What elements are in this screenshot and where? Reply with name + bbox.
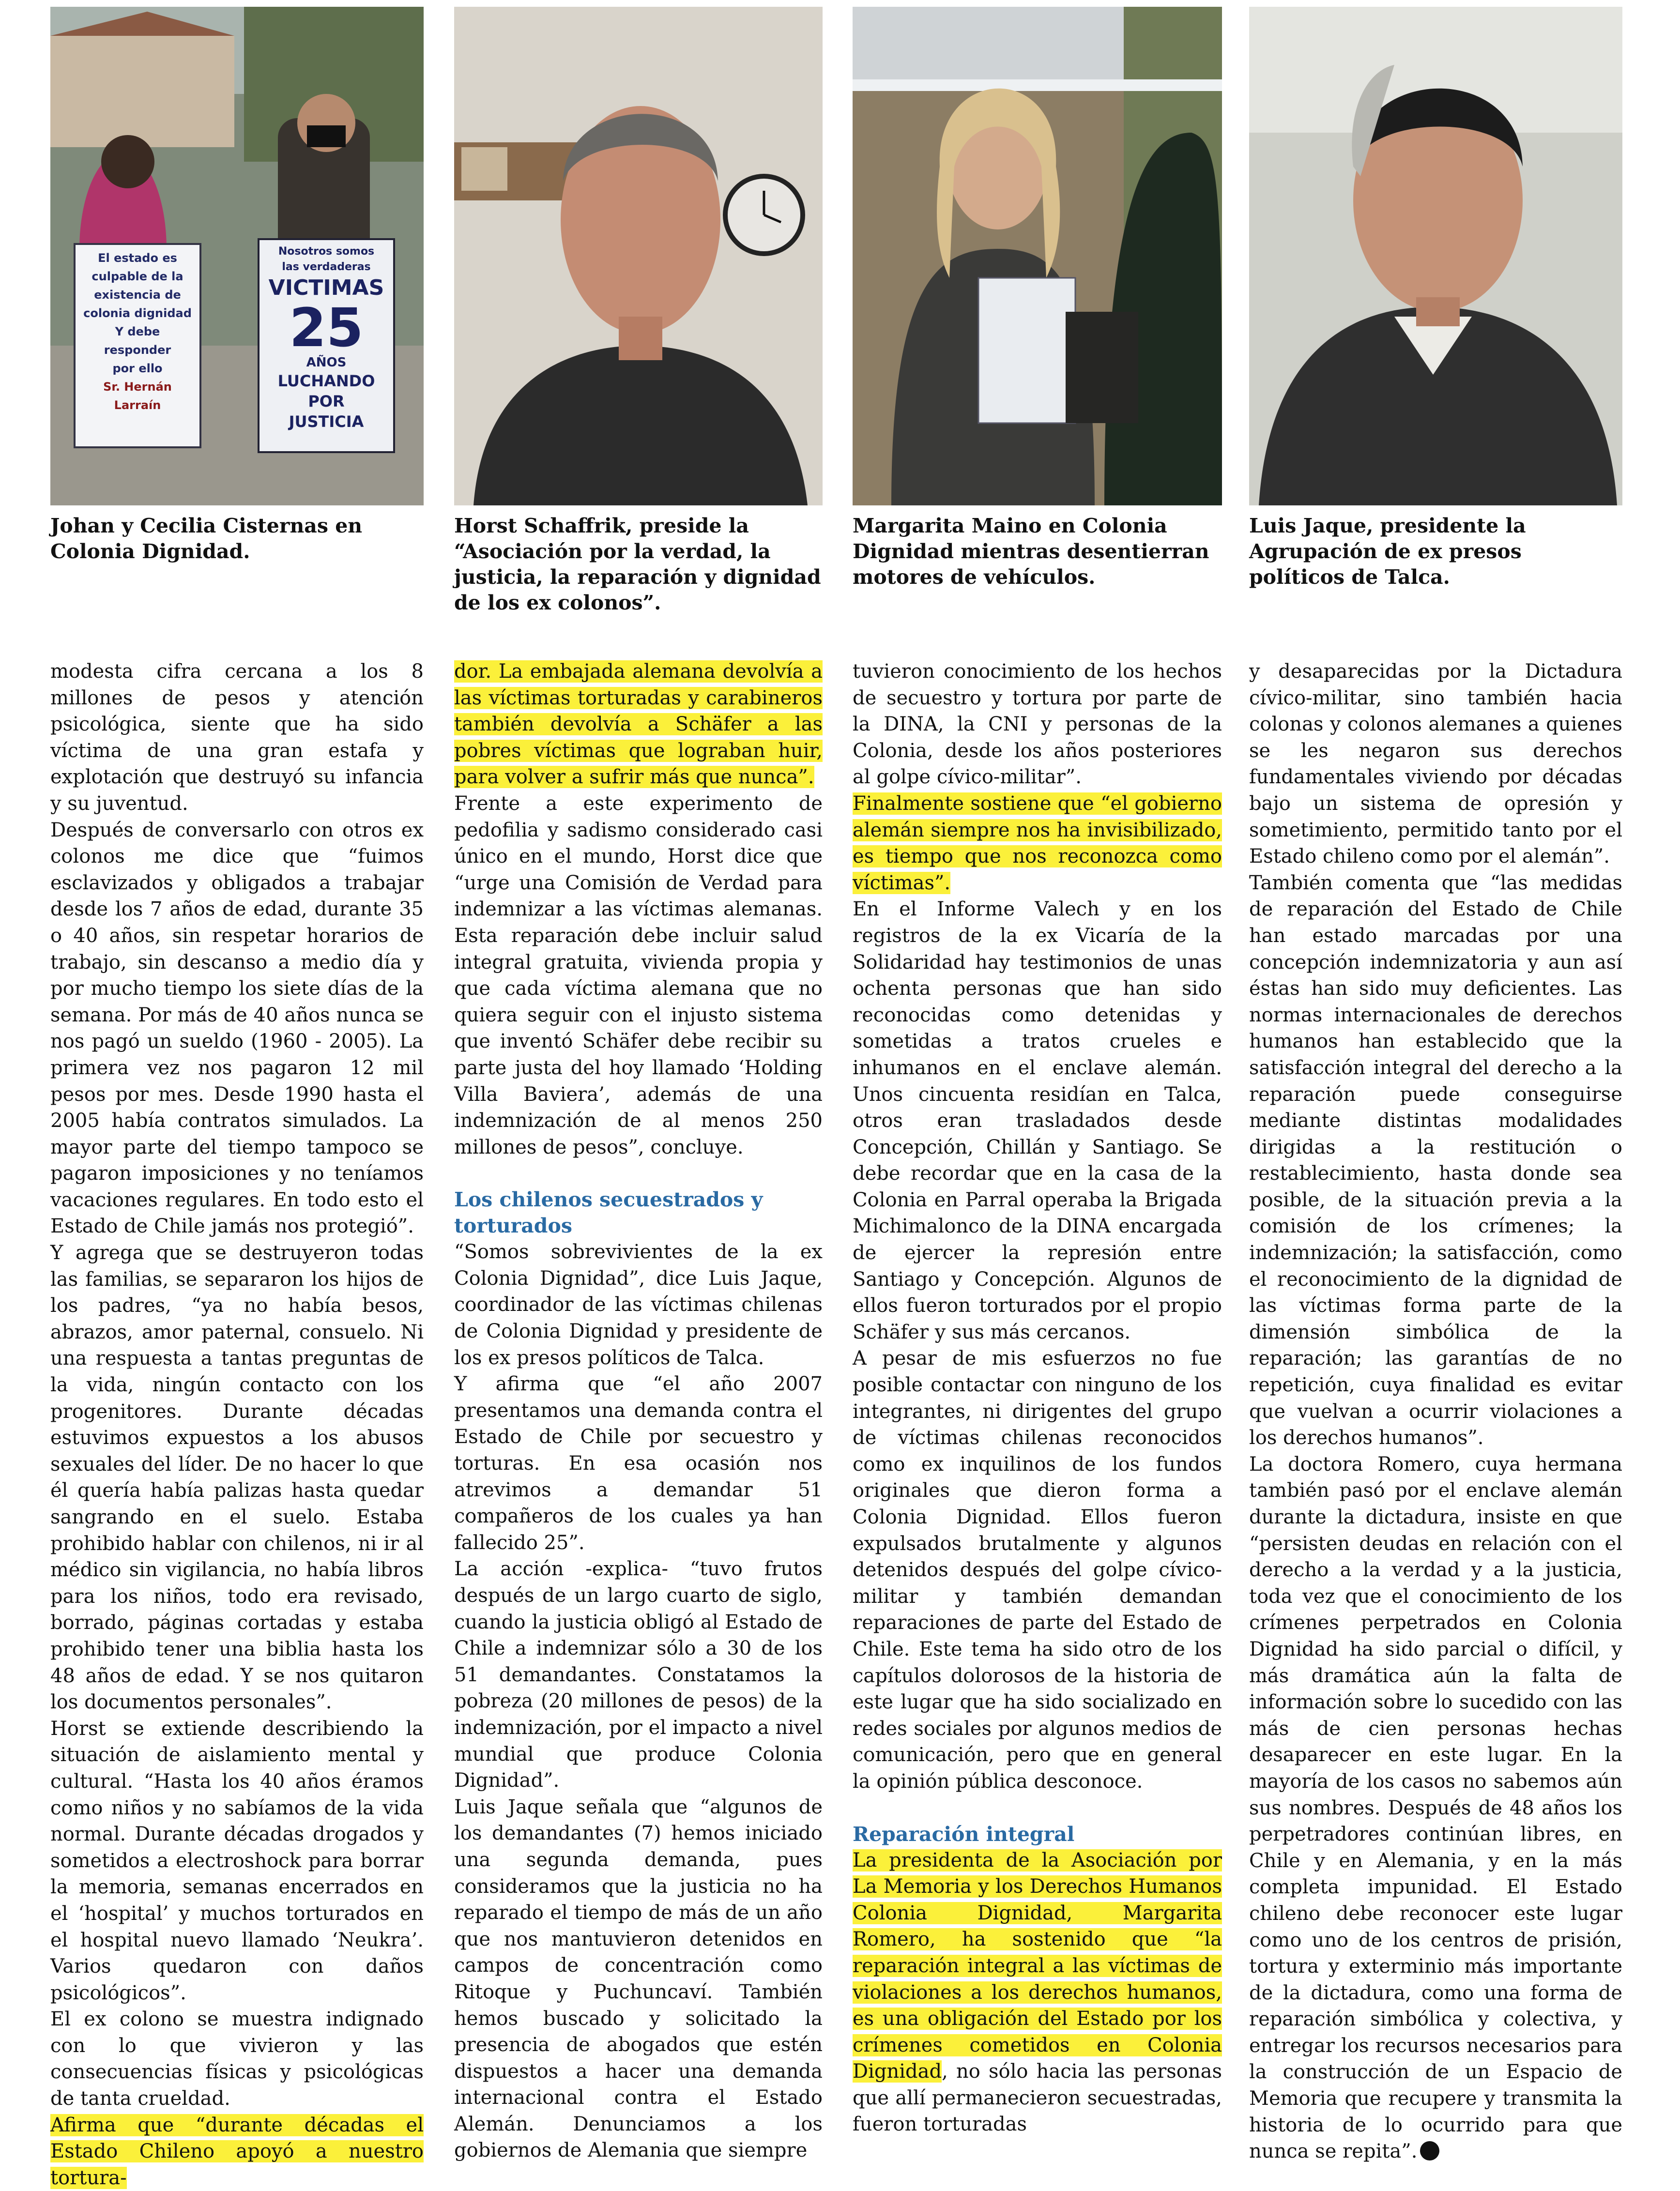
photo-maino-image — [853, 7, 1222, 505]
sign-left-line: Y debe — [115, 325, 160, 338]
paragraph: y desaparecidas por la Dictadura cívico-militar, sino también hacia colonas y colonos alemanes a quienes se les negaron sus derechos fundamentales viviendo por décadas bajo un sistema de opresión y sometimiento, permitido tanto por el Estado chileno como por el alemán”. — [1249, 660, 1622, 868]
sign-right — [261, 244, 391, 432]
paragraph-highlighted — [50, 2112, 424, 2191]
sign-right-line: Nosotros somos — [278, 245, 375, 258]
photo-schaffrik-image — [454, 7, 823, 505]
paragraph: Frente a este experimento de pedofilia y sadismo considerado casi único en el mundo, Horst dice que “urge una Comisión de Verdad para indemnizar a las víctimas alemanas. Esta reparación debe incluir salud integral gratuita, vivienda propia y que cada víctima alemana que no quiera seguir con el injusto sistema que inventó Schäfer debe recibir su parte justa del hoy llamado ‘Holding Villa Baviera’, además de una indemnización de al menos 250 millones de pesos”, concluye. — [454, 792, 823, 1158]
paragraph: En el Informe Valech y en los registros de la ex Vicaría de la Solidaridad hay testimonios de unas ochenta personas que han sido reconocidas como detenidas y sometidas a tratos crueles e inhumanos en el enclave alemán. Unos cincuenta residían en Talca, otros eran trasladados desde Concepción, Chillán y Santiago. Se debe recordar que en la casa de la Colonia en Parral operaba la Brigada Michimalonco de la DINA encargada de ejercer la represión entre Santiago y Concepción. Algunos de ellos fueron torturados por el propio Schäfer y sus más cercanos. — [853, 898, 1222, 1343]
sign-right-line: 25 — [289, 297, 364, 359]
highlight: La presidenta de la Asociación por La Memoria y los Derechos Humanos Colonia Dignidad, Margarita Romero, ha sostenido que “la reparación integral a las víctimas de violaciones a los derechos humanos, es una obligación del Estado por los crímenes cometidos en Colonia Dignidad — [853, 1849, 1222, 2083]
caption-photo-2: Horst Schaffrik, preside la “Asociación por la verdad, la justicia, la reparación y dignidad de los ex colonos”. — [454, 514, 821, 614]
caption-photo-1: Johan y Cecilia Cisternas en Colonia Dignidad. — [50, 514, 363, 563]
highlight: Finalmente sostiene que “el gobierno alemán siempre nos ha invisibilizado, es tiempo que nos reconozca como víctimas”. — [853, 792, 1222, 894]
caption-photo-4: Luis Jaque, presidente la Agrupación de ex presos políticos de Talca. — [1249, 514, 1526, 589]
paragraph-tail: , no sólo hacia las personas que allí permanecieron secuestradas, fueron torturadas — [853, 2060, 1222, 2136]
section-heading: Reparación integral — [853, 1822, 1075, 1846]
article-column-1 — [50, 658, 424, 2191]
article-column-3 — [853, 658, 1222, 2138]
sign-right-line: POR — [308, 392, 345, 411]
paragraph: tuvieron conocimiento de los hechos de secuestro y tortura por parte de la DINA, la CNI y personas de la Colonia, desde los años posteriores al golpe cívico-militar”. — [853, 660, 1222, 789]
paragraph: La acción -explica- “tuvo frutos después de un largo cuarto de siglo, cuando la justicia obligó al Estado de Chile a indemnizar sólo a 30 de los 51 demandantes. Constatamos la pobreza (20 millones de pesos) de la indemnización, por el impacto a nivel mundial que produce Colonia Dignidad”. — [454, 1558, 823, 1792]
photo-schaffrik — [454, 7, 823, 505]
paragraph: También comenta que “las medidas de reparación del Estado de Chile han estado marcadas por una concepción indemnizatoria y aun así éstas han sido muy deficientes. Las normas internacionales de derechos humanos han establecido que la satisfacción integral del derecho a la reparación puede conseguirse mediante distintas modalidades dirigidas a la restitución o restablecimiento, hasta donde sea posible, de la situación previa a la comisión de los crímenes; la indemnización; la satisfacción, como el reconocimiento de la dignidad de las víctimas forma parte de la dimensión simbólica de la reparación; las garantías de no repetición, cuya finalidad es evitar que vuelvan a ocurrir violaciones a los derechos humanos”. — [1249, 871, 1622, 1449]
sign-left-line: Sr. Hernán Larraín — [103, 380, 172, 412]
sign-right-line: AÑOS — [306, 355, 347, 370]
article-column-2 — [454, 658, 823, 2164]
paragraph-final — [1249, 1451, 1622, 2165]
paragraph-highlighted — [454, 658, 823, 791]
paragraph: Después de conversarlo con otros ex colonos me dice que “fuimos esclavizados y obligados a trabajar desde los 7 años de edad, durante 35 o 40 años, sin respetar horarios de trabajo, sin descanso a medio día y por mucho tiempo los siete días de la semana. Por más de 40 años nunca se nos pagó un sueldo (1960 - 2005). La primera vez nos pagaron 12 mil pesos por mes. Desde 1990 hasta el 2005 había contratos simulados. La mayor parte del tiempo tampoco se pagaron imposiciones y no teníamos vacaciones regulares. En todo esto el Estado de Chile jamás nos protegió”. — [50, 819, 424, 1238]
article-column-4 — [1249, 658, 1622, 2165]
paragraph: Y afirma que “el año 2007 presentamos una demanda contra el Estado de Chile por secuestro y torturas. En esa ocasión nos atrevimos a demandar 51 compañeros de los cuales ya han fallecido 25”. — [454, 1373, 823, 1554]
photo-maino — [853, 7, 1222, 505]
paragraph: modesta cifra cercana a los 8 millones de pesos y atención psicológica, siente que ha sido víctima de una gran estafa y explotación que destruyó su infancia y su juventud. — [50, 660, 424, 815]
sign-right-line: LUCHANDO — [277, 372, 375, 390]
section-heading: Los chilenos secuestrados y torturados — [454, 1188, 763, 1238]
paragraph-highlighted — [853, 1847, 1222, 2138]
end-of-article-icon — [1420, 2141, 1439, 2161]
paragraph: Y agrega que se destruyeron todas las familias, se separaron los hijos de los padres, “ya no había besos, abrazos, amor paternal, consuelo. Ni una respuesta a tantas preguntas de la vida, ningún contacto con los progenitores. Durante décadas estuvimos expuestos a los abusos sexuales del líder. De no hacer lo que él quería había palizas hasta quedar sangrando en el suelo. Estaba prohibido hablar con chilenos, ni ir al médico sin vigilancia, no había libros para los niños, todo era revisado, borrado, páginas cortadas y estaba prohibido tener una biblia hasta los 48 años de edad. Y se nos quitaron los documentos personales”. — [50, 1242, 424, 1714]
paragraph: “Somos sobrevivientes de la ex Colonia Dignidad”, dice Luis Jaque, coordinador de las víctimas chilenas de Colonia Dignidad y presidente de los ex presos políticos de Talca. — [454, 1241, 823, 1369]
highlight: Afirma que “durante décadas el Estado Chileno apoyó a nuestro tortura- — [50, 2114, 424, 2189]
paragraph: A pesar de mis esfuerzos no fue posible contactar con ninguno de los integrantes, ni dirigentes del grupo de víctimas chilenas reconocidos como ex inquilinos de los fundos originales que dieron forma a Colonia Dignidad. Ellos fueron expulsados brutalmente y algunos detenidos después del golpe cívico-militar y también demandan reparaciones de parte del Estado de Chile. Este tema ha sido otro de los capítulos dolorosos de la historia de este lugar que ha sido socializado en redes sociales por algunos medios de comunicación, pero que en general la opinión pública desconoce. — [853, 1347, 1222, 1793]
photo-cisternas — [50, 7, 424, 505]
caption-photo-3: Margarita Maino en Colonia Dignidad mientras desentierran motores de vehículos. — [853, 514, 1209, 589]
sign-left-line: culpable de la — [92, 270, 183, 283]
photo-jaque-image — [1249, 7, 1622, 505]
paragraph: El ex colono se muestra indignado con lo que vivieron y las consecuencias físicas y psicológicas de tanta crueldad. — [50, 2008, 424, 2110]
sign-left-line: El estado es — [98, 251, 177, 265]
sign-left-line: existencia de — [94, 288, 181, 302]
sign-left-line: colonia dignidad — [83, 306, 192, 320]
paragraph-highlighted — [853, 791, 1222, 896]
sign-right-line: JUSTICIA — [289, 412, 364, 431]
sign-left-line: por ello — [112, 362, 163, 375]
photo-jaque — [1249, 7, 1622, 505]
sign-left — [78, 249, 197, 414]
paragraph-text: La doctora Romero, cuya hermana también pasó por el enclave alemán durante la dictadura, insiste en que “persisten deudas en relación con el derecho a la verdad y a la justicia, toda vez que el conocimiento de los crímenes perpetrados en Colonia Dignidad ha sido parcial o difícil, y más dramática aún la falta de información sobre lo sucedido con las más de cien personas hechas desaparecer en este lugar. En la mayoría de los casos no sabemos aún sus nombres. Después de 48 años los perpetradores continúan libres, en Chile y en Alemania, y en la más completa impunidad. El Estado chileno debe reconocer este lugar como uno de los centros de prisión, tortura y exterminio más importante de la dictadura, como una forma de reparación simbólica y colectiva, y entregar los recursos necesarios para la construcción de un Espacio de Memoria que recupere y transmita la historia de lo ocurrido para que nunca se repita”. — [1249, 1453, 1622, 2163]
sign-right-line: VICTIMAS — [268, 275, 384, 300]
paragraph: Luis Jaque señala que “algunos de los demandantes (7) hemos iniciado una segunda demanda, pues consideramos que la justicia no ha reparado el tiempo de más de un año que nos mantuvieron detenidos en campos de concentración como Ritoque y Puchuncaví. También hemos buscado y solicitado la presencia de abogados que estén dispuestos a hacer una demanda internacional contra el Estado Alemán. Denunciamos a los gobiernos de Alemania que siempre — [454, 1795, 823, 2162]
highlight: dor. La embajada alemana devolvía a las víctimas torturadas y carabineros también devolvía a Schäfer a las pobres víctimas que lograban huir, para volver a sufrir más que nunca”. — [454, 660, 823, 789]
paragraph: Horst se extiende describiendo la situación de aislamiento mental y cultural. “Hasta los 40 años éramos como niños y no sabíamos de la vida normal. Durante décadas drogados y sometidos a electroshock para borrar la memoria, semanas encerrados en el ‘hospital’ y muchos torturados en el hospital nuevo llamado ‘Neukra’. Varios quedaron con daños psicológicos”. — [50, 1717, 424, 2004]
sign-right-line: las verdaderas — [282, 261, 371, 273]
sign-left-line: responder — [104, 343, 171, 357]
